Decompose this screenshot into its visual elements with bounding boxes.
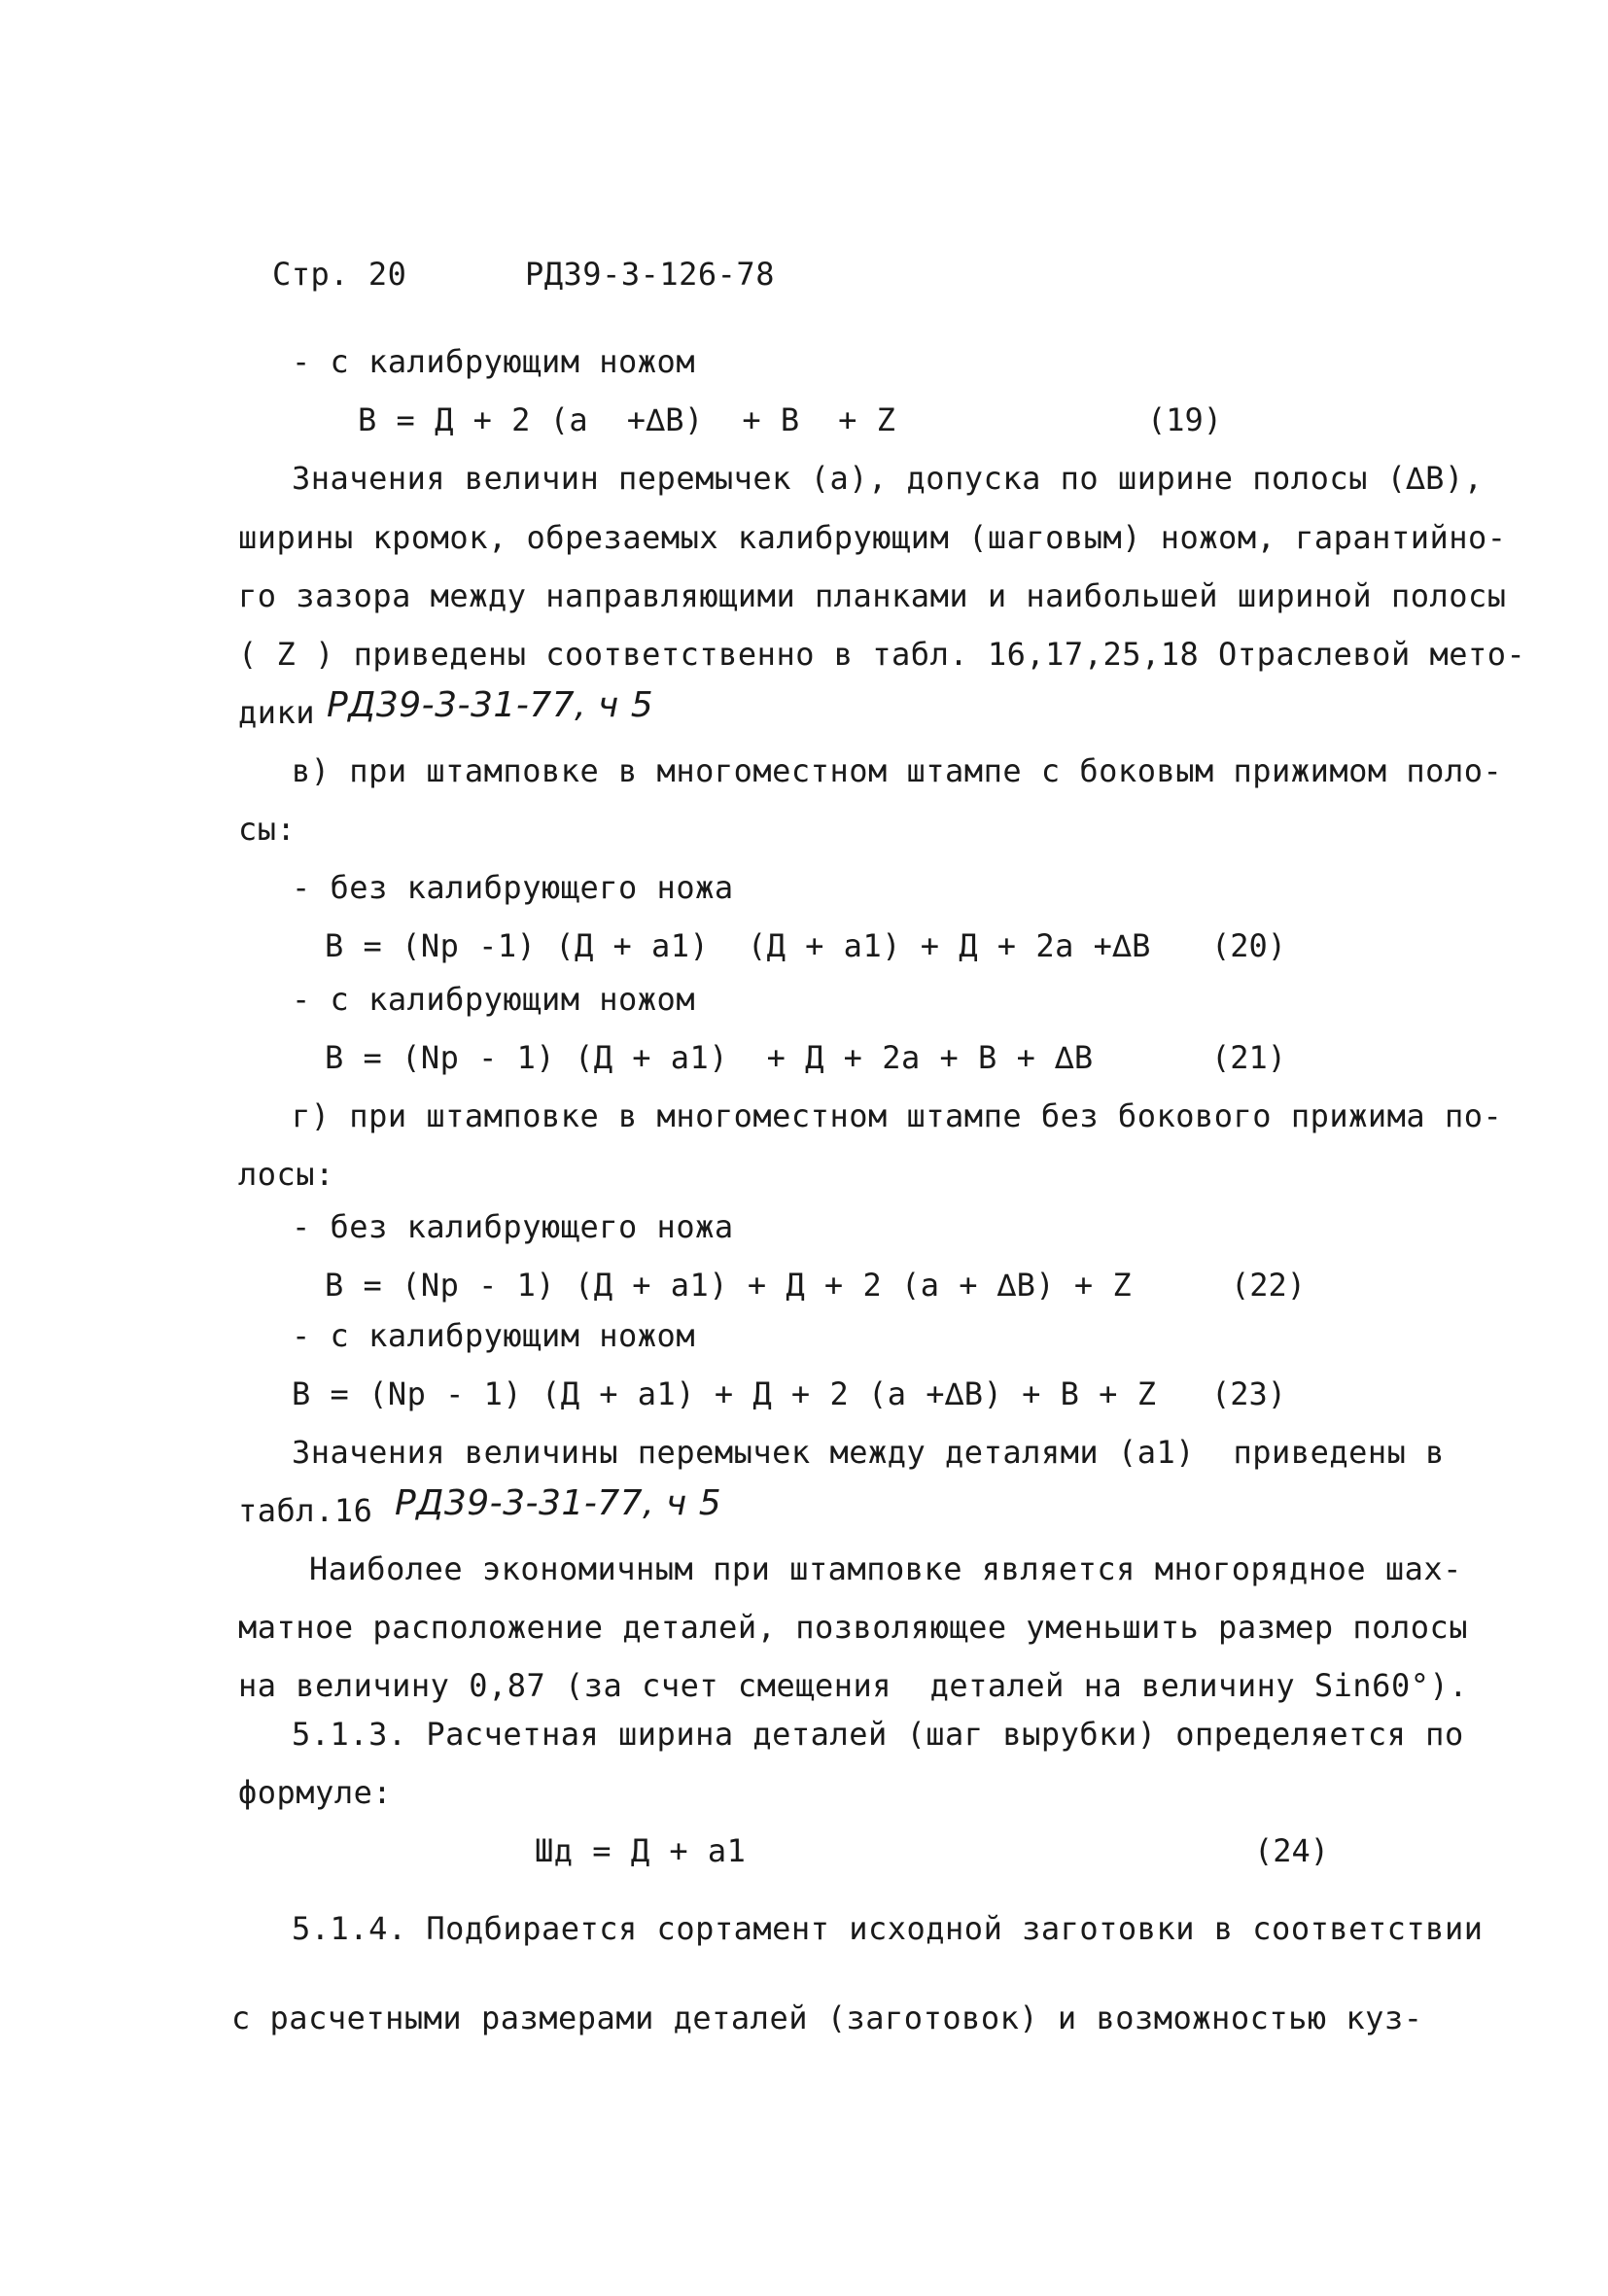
paragraph-line: в) при штамповке в многоместном штампе с боковым прижимом поло- [292,752,1503,789]
handwritten-reference: РД39-3-31-77, ч 5 [395,1483,722,1523]
equation-number-22: (22) [1231,1267,1307,1304]
equation-number-20: (20) [1211,927,1287,964]
paragraph-line: Значения величин перемычек (а), допуска по ширине полосы (∆В), [292,460,1484,497]
equation-23: В = (Np - 1) (Д + а1) + Д + 2 (а +∆В) + В + Z [292,1375,1157,1412]
equation-number-21: (21) [1211,1039,1287,1076]
equation-number-24: (24) [1254,1832,1330,1869]
text-line: - с калибрующим ножом [292,1317,696,1354]
paragraph-line: дики [238,694,316,731]
equation-number-19: (19) [1147,401,1223,438]
page-label: Стр. 20 [272,256,407,293]
paragraph-line: лосы: [238,1156,334,1193]
equation-24: Шд = Д + а1 [535,1832,747,1869]
text-line: - без калибрующего ножа [292,1208,734,1245]
paragraph-line: с расчетными размерами деталей (заготовок) и возможностью куз- [231,2000,1423,2036]
equation-21: В = (Np - 1) (Д + а1) + Д + 2а + В + ∆В [325,1039,1094,1076]
text-line: - с калибрующим ножом [292,343,696,380]
equation-number-23: (23) [1211,1375,1287,1412]
section-5-1-4-line: 5.1.4. Подбирается сортамент исходной заготовки в соответствии [292,1910,1484,1947]
paragraph-line: на величину 0,87 (за счет смещения деталей на величину Sin60°). [238,1667,1468,1704]
equation-22: В = (Np - 1) (Д + а1) + Д + 2 (а + ∆В) + Z [325,1267,1133,1304]
paragraph-line: ( Z ) приведены соответственно в табл. 16,17,25,18 Отраслевой мето- [238,636,1526,673]
text-line: - без калибрующего ножа [292,869,734,906]
text-line: - с калибрующим ножом [292,981,696,1018]
document-code: РД39-3-126-78 [525,256,775,293]
paragraph-line: матное расположение деталей, позволяющее уменьшить размер полосы [238,1609,1468,1646]
handwritten-reference: РД39-3-31-77, ч 5 [327,685,654,725]
section-5-1-3-line: 5.1.3. Расчетная ширина деталей (шаг вырубки) определяется по [292,1716,1464,1753]
paragraph-line: сы: [238,811,297,848]
paragraph-line: ширины кромок, обрезаемых калибрующим (шаговым) ножом, гарантийно- [238,519,1507,556]
paragraph-line: го зазора между направляющими планками и наибольшей шириной полосы [238,577,1507,614]
paragraph-line: г) при штамповке в многоместном штампе без бокового прижима по- [292,1097,1503,1134]
paragraph-line: Значения величины перемычек между деталями (а1) приведены в [292,1434,1445,1471]
equation-19: В = Д + 2 (а +∆В) + В + Z [358,401,896,438]
paragraph-line: формуле: [238,1774,393,1811]
paragraph-line: Наиболее экономичным при штамповке является многорядное шах- [309,1550,1462,1587]
paragraph-line: табл.16 [238,1492,373,1529]
equation-20: В = (Np -1) (Д + а1) (Д + а1) + Д + 2а +∆В [325,927,1151,964]
